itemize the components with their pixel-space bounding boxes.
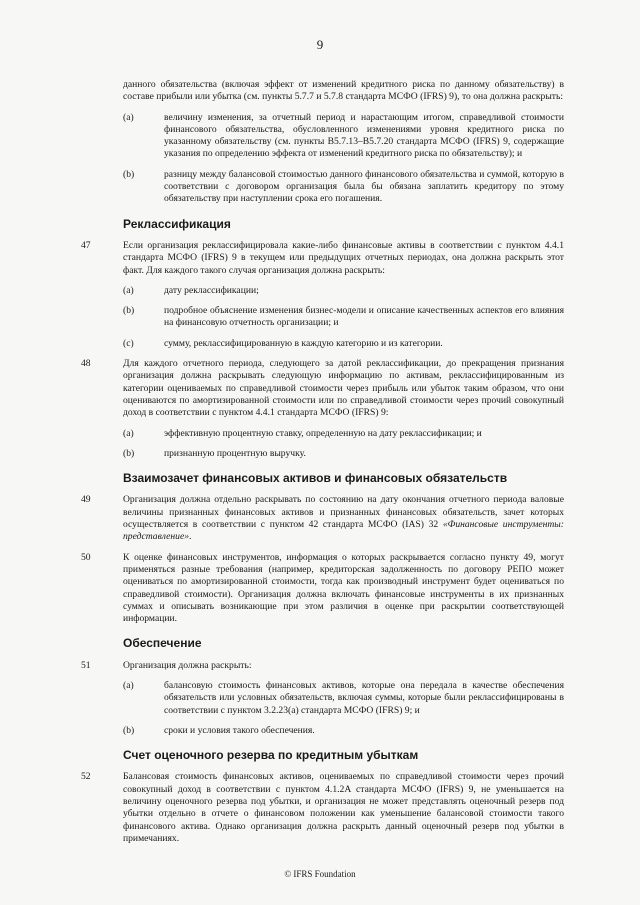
intro-text: данного обязательства (включая эффект от изменений кредитного риска по данному обязательству) в составе прибыли или убытка (см. пункты 5.7.7 и 5.7.8 стандарта МСФО (IFRS) 9), то она должна раскрыть: xyxy=(123,79,564,103)
paragraph-text: Организация должна отдельно раскрывать по состоянию на дату окончания отчетного периода валовые величины признанных финансовых активов и признанных финансовых обязательств, зачет которых осуществляется в соответствии с пунктом 42 стандарта МСФО (IAS) 32 xyxy=(123,494,564,531)
list-item xyxy=(0,448,640,460)
item-text: подробное объяснение изменения бизнес-модели и описание качественных аспектов его влияния на финансовую отчетность организации; и xyxy=(164,305,564,329)
paragraph-text: Для каждого отчетного периода, следующего за датой реклассификации, до прекращения признания организация должна раскрывать следующую информацию по активам, реклассифицированным из категории оцениваемых по справедливой стоимости через прибыль или убыток таким образом, что они оцениваются по амортизированной стоимости или по справедливой стоимости через прочий совокупный доход в соответствии с пунктом 4.4.1 стандарта МСФО (IFRS) 9: xyxy=(123,358,564,419)
item-label: (b) xyxy=(123,168,135,180)
item-text: величину изменения, за отчетный период и нарастающим итогом, справедливой стоимости финансового обязательства, обусловленного изменениями уровня кредитного риска по указанному обязательству (см. пункты B5.7.13–B5.7.20 стандарта МСФО (IFRS) 9, содержащие указания по определению эффекта от изменений кредитного риска по обязательству); и xyxy=(164,111,564,160)
item-label: (a) xyxy=(123,111,134,123)
list-item xyxy=(0,338,640,350)
paragraph-end: . xyxy=(189,531,192,543)
paragraph-text: Балансовая стоимость финансовых активов, оцениваемых по справедливой стоимости через прочий совокупный доход в соответствии с пунктом 4.1.2A стандарта МСФО (IFRS) 9, не уменьшается на величину оценочного резерва под убытки, и организация не может представлять оценочный резерв под убытки отдельно в отчете о финансовом положении как уменьшение балансовой стоимости такого финансового актива. Однако организация должна раскрыть данный оценочный резерв под убытки в примечаниях. xyxy=(123,771,564,844)
list-item xyxy=(0,112,640,161)
list-item xyxy=(0,169,640,206)
paragraph-51 xyxy=(0,660,640,672)
paragraph-number: 51 xyxy=(81,659,91,671)
paragraph-text: К оценке финансовых инструментов, информация о которых раскрывается согласно пункту 49, могут применяться разные требования (например, кредиторская задолженность по договору РЕПО может оцениваться по амортизированной стоимости, тогда как производный инструмент будет оцениваться по справедливой стоимости). Организация должна включать финансовые инструменты в их признанных суммах и описывать возникающие при этом различия в оценке при раскрытии соответствующей информации. xyxy=(123,551,564,625)
list-item xyxy=(0,680,640,717)
paragraph-50 xyxy=(0,552,640,626)
item-label: (b) xyxy=(123,447,135,459)
item-label: (a) xyxy=(123,284,134,296)
item-text: разницу между балансовой стоимостью данного финансового обязательства и суммой, которую в соответствии с договором организация была бы обязана заплатить кредитору по этому обязательству при наступлении срока его погашения. xyxy=(164,168,564,205)
item-text: балансовую стоимость финансовых активов, которые она передала в качестве обеспечения обязательств или условных обязательств, включая суммы, которые были реклассифицированы в соответствии с пунктом 3.2.23(a) стандарта МСФО (IFRS) 9; и xyxy=(164,679,564,716)
section-heading-offsetting: Взаимозачет финансовых активов и финансовых обязательств xyxy=(123,471,508,486)
paragraph-number: 47 xyxy=(81,239,91,251)
item-text: признанную процентную выручку. xyxy=(164,447,306,459)
footer-copyright: © IFRS Foundation xyxy=(284,869,356,879)
paragraph-italic-reference: «Финансовые инструменты: представление» xyxy=(123,519,565,543)
item-label: (c) xyxy=(123,337,134,349)
section-heading-loss-allowance: Счет оценочного резерва по кредитным убыткам xyxy=(123,748,419,763)
paragraph-number: 52 xyxy=(81,771,91,783)
paragraph-47 xyxy=(0,240,640,277)
section-heading-reclassification: Реклассификация xyxy=(123,216,231,231)
item-label: (a) xyxy=(123,427,134,439)
paragraph-52 xyxy=(0,771,640,845)
list-item xyxy=(0,725,640,737)
item-text: сумму, реклассифицированную в каждую категорию и из категории. xyxy=(164,337,443,349)
item-label: (b) xyxy=(123,305,135,317)
paragraph-49 xyxy=(0,494,640,543)
list-item xyxy=(0,305,640,330)
list-item xyxy=(0,428,640,440)
item-label: (a) xyxy=(123,679,134,691)
paragraph-number: 49 xyxy=(81,494,91,506)
paragraph-48 xyxy=(0,358,640,419)
paragraph-text: Организация должна раскрыть: xyxy=(123,659,252,671)
page-number: 9 xyxy=(316,37,324,52)
item-text: дату реклассификации; xyxy=(164,284,259,296)
list-item xyxy=(0,285,640,297)
paragraph-number: 48 xyxy=(81,358,91,370)
item-text: сроки и условия такого обеспечения. xyxy=(164,724,315,736)
item-label: (b) xyxy=(123,724,135,736)
paragraph-text: Если организация реклассифицировала какие-либо финансовые активы в соответствии с пунктом 4.4.1 стандарта МСФО (IFRS) 9 в текущем или предыдущих отчетных периодах, она должна раскрыть этот факт. Для каждого такого случая организация должна раскрыть: xyxy=(123,239,564,276)
intro-paragraph xyxy=(0,79,640,104)
section-heading-collateral: Обеспечение xyxy=(123,636,202,651)
item-text: эффективную процентную ставку, определенную на дату реклассификации; и xyxy=(164,427,482,439)
paragraph-number: 50 xyxy=(81,551,91,563)
page-content xyxy=(0,79,640,853)
